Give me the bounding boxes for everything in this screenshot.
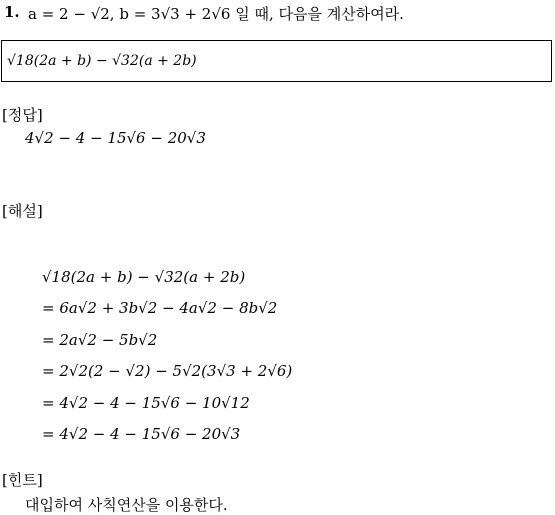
- answer-heading: [정답]: [2, 106, 43, 124]
- expression-text: √18(2a + b) − √32(a + 2b): [7, 53, 197, 69]
- expression-box: [1, 40, 552, 82]
- solution-step: = 2a√2 − 5b√2: [42, 331, 158, 349]
- solution-step: √18(2a + b) − √32(a + 2b): [42, 268, 246, 286]
- solution-step: = 2√2(2 − √2) − 5√2(3√3 + 2√6): [42, 362, 293, 380]
- question-text: a = 2 − √2, b = 3√3 + 2√6 일 때, 다음을 계산하여라.: [28, 5, 404, 23]
- solution-step: = 6a√2 + 3b√2 − 4a√2 − 8b√2: [42, 299, 278, 317]
- hint-text: 대입하여 사칙연산을 이용한다.: [25, 496, 228, 514]
- solution-heading: [해설]: [2, 202, 43, 220]
- answer-value: 4√2 − 4 − 15√6 − 20√3: [25, 129, 206, 147]
- question-number: 1.: [4, 3, 20, 21]
- solution-step: = 4√2 − 4 − 15√6 − 20√3: [42, 425, 241, 443]
- solution-step: = 4√2 − 4 − 15√6 − 10√12: [42, 394, 250, 412]
- hint-heading: [힌트]: [2, 471, 43, 489]
